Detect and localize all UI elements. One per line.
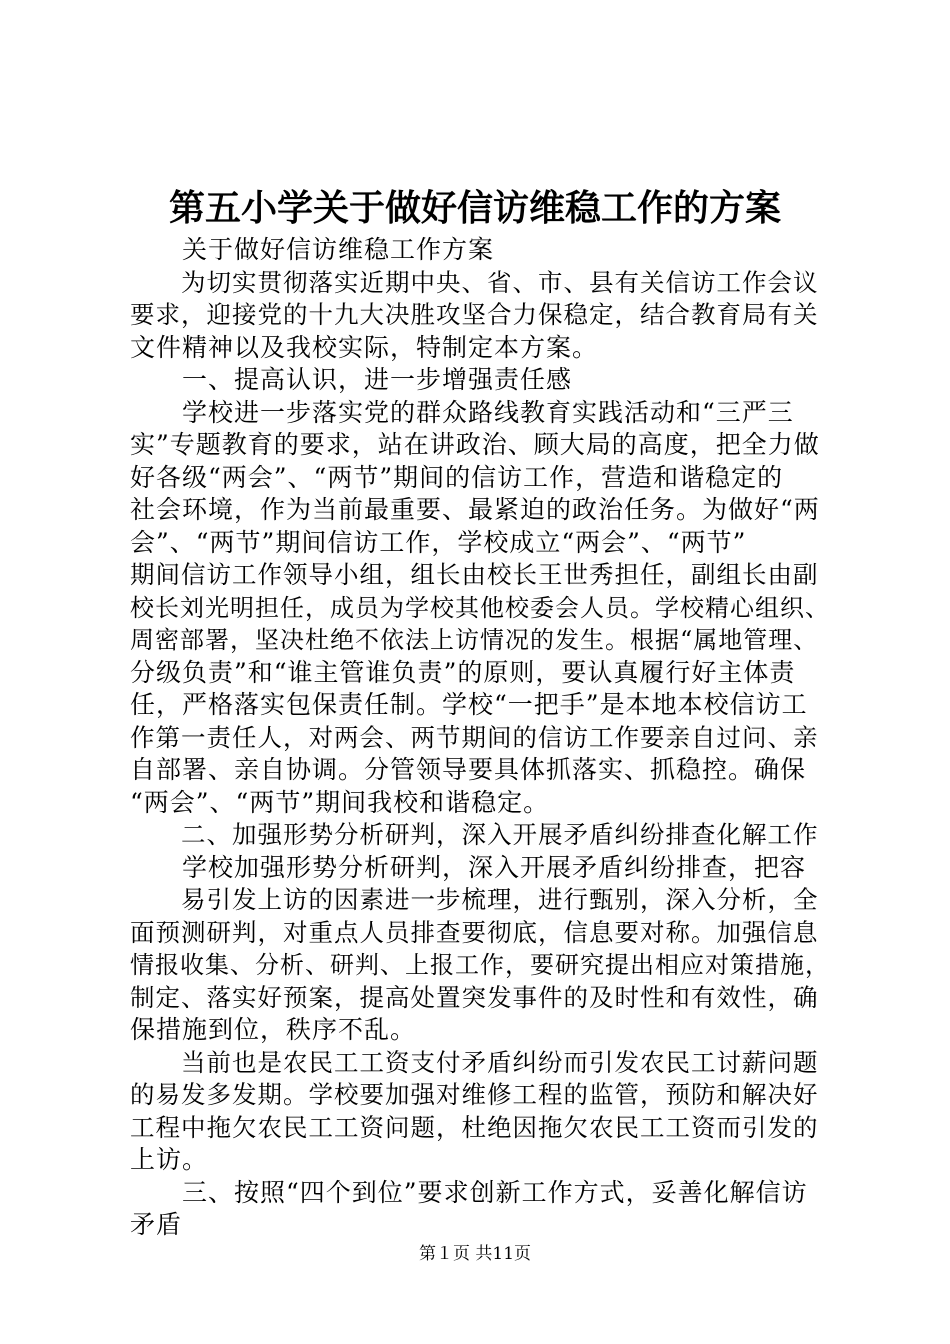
body-text-line: 关于做好信访维稳工作方案	[130, 235, 495, 264]
body-text-line: 情报收集、分析、研判、上报工作，要研究提出相应对策措施，	[130, 951, 830, 979]
body-text-line: 实”专题教育的要求，站在讲政治、顾大局的高度，把全力做	[130, 430, 820, 459]
body-text-line: 作第一责任人，对两会、两节期间的信访工作要亲自过问、亲	[130, 722, 819, 752]
body-text-line: 易引发上访的因素进一步梳理，进行甄别，深入分析，全	[130, 885, 819, 914]
page-number-footer: 第１页 共11页	[418, 1244, 532, 1264]
body-text-line: 文件精神以及我校实际，特制定本方案。	[130, 332, 599, 362]
body-text-line: 制定、落实好预案，提高处置突发事件的及时性和有效性，确	[130, 982, 819, 1012]
body-text-line: 社会环境，作为当前最重要、最紧迫的政治任务。为做好“两	[130, 495, 820, 524]
document-title: 第五小学关于做好信访维稳工作的方案	[168, 187, 781, 229]
body-text-line: 面预测研判，对重点人员排查要彻底，信息要对称。加强信息	[130, 917, 819, 947]
body-text-line: 周密部署，坚决杜绝不依法上访情况的发生。根据“属地管理、	[130, 626, 819, 654]
body-text-line: 期间信访工作领导小组，组长由校长王世秀担任，副组长由副	[130, 560, 819, 589]
body-text-line: “两会”、“两节”期间我校和谐稳定。	[130, 787, 550, 817]
body-text-line: 任，严格落实包保责任制。学校“一把手”是本地本校信访工	[130, 690, 808, 719]
body-text-line: 当前也是农民工工资支付矛盾纠纷而引发农民工讨薪问题	[130, 1047, 819, 1077]
body-text-line: 的易发多发期。学校要加强对维修工程的监管，预防和解决好	[130, 1080, 819, 1109]
body-text-line: 自部署、亲自协调。分管领导要具体抓落实、抓稳控。确保	[130, 755, 807, 784]
body-text-line: 三、按照“四个到位”要求创新工作方式，妥善化解信访	[130, 1177, 808, 1207]
document-body	[130, 234, 830, 1242]
body-text-line: 二、加强形势分析研判，深入开展矛盾纠纷排查化解工作	[130, 820, 819, 849]
body-text-line: 分级负责”和“谁主管谁负责”的原则，要认真履行好主体责	[130, 657, 796, 687]
body-text-line: 要求，迎接党的十九大决胜攻坚合力保稳定，结合教育局有关	[130, 300, 819, 329]
body-text-line: 为切实贯彻落实近期中央、省、市、县有关信访工作会议	[130, 267, 819, 297]
body-text-line: 矛盾	[130, 1210, 183, 1239]
body-text-line: 工程中拖欠农民工工资问题，杜绝因拖欠农民工工资而引发的	[130, 1112, 819, 1142]
body-text-line: 学校进一步落实党的群众路线教育实践活动和“三严三	[130, 397, 794, 427]
body-text-line: 保措施到位，秩序不乱。	[130, 1015, 417, 1044]
body-text-line: 好各级“两会”、“两节”期间的信访工作，营造和谐稳定的	[130, 462, 784, 492]
body-text-line: 上访。	[130, 1145, 209, 1174]
body-text-line: 会”、“两节”期间信访工作，学校成立“两会”、“两节”	[130, 527, 747, 557]
body-text-line: 一、提高认识，进一步增强责任感	[130, 365, 573, 394]
body-text-line: 学校加强形势分析研判，深入开展矛盾纠纷排查，把容	[130, 852, 807, 882]
body-text-line: 校长刘光明担任，成员为学校其他校委会人员。学校精心组织、	[130, 593, 830, 622]
